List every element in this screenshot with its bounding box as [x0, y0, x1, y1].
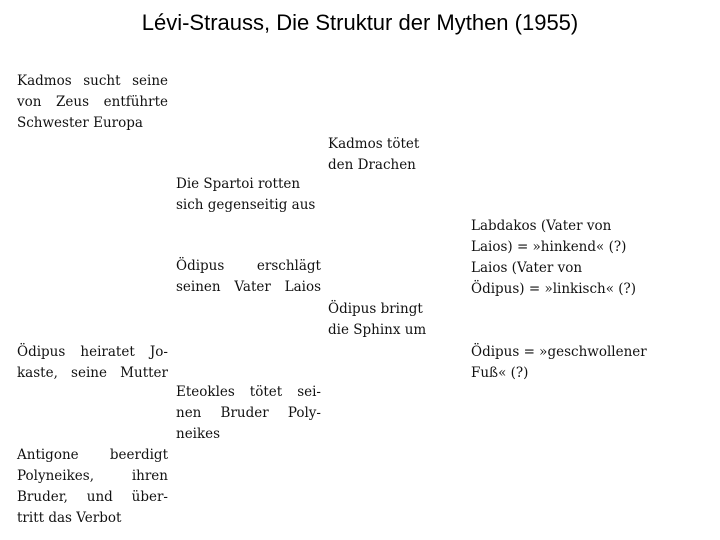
text-line: Labdakos (Vater von [471, 218, 612, 234]
text-line: Die Spartoi rotten [176, 176, 301, 192]
text-line: nen Bruder Poly- [176, 405, 321, 421]
text-line: neikes [176, 426, 221, 442]
cell-oedipus-erschlaegt-laios [176, 256, 321, 298]
text-line: von Zeus entführte [17, 94, 168, 110]
cell-spartoi [176, 174, 321, 216]
text-line: tritt das Verbot [17, 510, 122, 526]
cell-eteokles [176, 382, 321, 445]
text-line: Ödipus bringt [328, 301, 423, 317]
text-line: Bruder, und über- [17, 489, 168, 505]
cell-antigone [17, 445, 168, 529]
text-line: Ödipus) = »linkisch« (?) [471, 281, 637, 297]
text-line: Ödipus heiratet Jo- [17, 344, 168, 360]
text-line: Ödipus = »geschwollener [471, 344, 647, 360]
text-line: Kadmos sucht seine [17, 73, 168, 89]
text-line: Fuß« (?) [471, 365, 529, 381]
text-line: Ödipus erschlägt [176, 258, 321, 274]
cell-oedipus-sphinx [328, 299, 440, 341]
cell-oedipus-geschwollener-fuss [471, 342, 676, 384]
cell-kadmos-toetet-drachen [328, 134, 440, 176]
text-line: die Sphinx um [328, 322, 427, 338]
cell-kadmos-sucht-europa [17, 71, 168, 134]
text-line: Kadmos tötet [328, 136, 420, 152]
text-line: Eteokles tötet sei- [176, 384, 321, 400]
text-line: Schwester Europa [17, 115, 143, 131]
text-line: den Drachen [328, 157, 416, 173]
text-line: kaste, seine Mutter [17, 365, 168, 381]
slide-title: Lévi-Strauss, Die Struktur der Mythen (1955) [141, 10, 579, 35]
text-line: seinen Vater Laios [176, 279, 321, 295]
text-line: Antigone beerdigt [17, 447, 168, 463]
cell-labdakos-laios [471, 216, 676, 300]
text-line: Laios) = »hinkend« (?) [471, 239, 627, 255]
cell-oedipus-heiratet-jokaste [17, 342, 168, 384]
text-line: Polyneikes, ihren [17, 468, 168, 484]
text-line: sich gegenseitig aus [176, 197, 316, 213]
text-line: Laios (Vater von [471, 260, 583, 276]
